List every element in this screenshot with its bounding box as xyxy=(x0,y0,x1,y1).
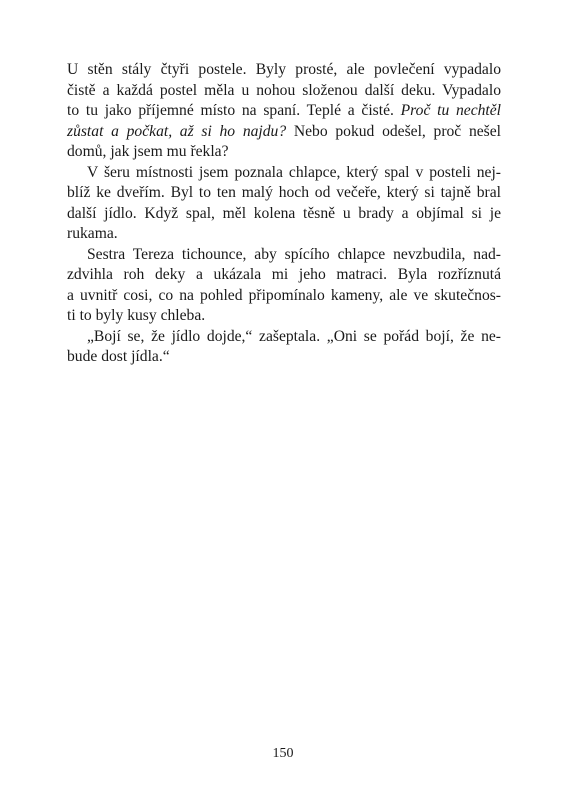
text-run: zdvihla roh deky a ukázala mi jeho matraci. Byla rozříznutá xyxy=(67,266,501,283)
text-line xyxy=(67,306,501,327)
text-line xyxy=(67,347,501,368)
text-line xyxy=(67,163,501,184)
text-line xyxy=(67,81,501,102)
text-run: V šeru místnosti jsem poznala chlapce, který spal v posteli nej- xyxy=(87,163,501,181)
text-line xyxy=(67,101,501,122)
paragraph xyxy=(67,245,501,327)
text-run: „Bojí se, že jídlo dojde,“ zašeptala. „Oni se pořád bojí, že ne- xyxy=(87,327,501,345)
text-run: Sestra Tereza tichounce, aby spícího chlapce nevzbudila, nad- xyxy=(87,245,501,263)
text-line xyxy=(67,204,501,225)
italic-text: Proč tu nechtěl xyxy=(400,102,502,119)
text-run: Nebo pokud odešel, proč nešel xyxy=(286,122,501,140)
text-line xyxy=(67,286,501,307)
paragraph xyxy=(67,60,501,163)
paragraph xyxy=(67,327,501,368)
text-run: další jídlo. Když spal, měl kolena těsně u brady a objímal si je xyxy=(67,204,501,222)
text-run: ti to byly kusy chleba. xyxy=(67,307,206,324)
text-line xyxy=(67,60,501,81)
text-run: to tu jako příjemné místo na spaní. Teplé a čisté. xyxy=(67,102,401,119)
text-run: U stěn stály čtyři postele. Byly prosté, ale povlečení vypadalo xyxy=(67,61,501,78)
text-run: domů, jak jsem mu řekla? xyxy=(67,143,229,160)
text-run: bude dost jídla.“ xyxy=(67,348,170,365)
italic-text: zůstat a počkat, až si ho najdu? xyxy=(67,122,287,140)
text-run: blíž ke dveřím. Byl to ten malý hoch od večeře, který si tajně bral xyxy=(67,184,501,201)
text-line xyxy=(67,245,501,266)
text-line xyxy=(67,183,501,204)
text-line xyxy=(67,224,501,245)
text-run: čistě a každá postel měla u nohou složenou další deku. Vypadalo xyxy=(67,81,501,99)
paragraph xyxy=(67,163,501,245)
text-line xyxy=(67,142,501,163)
body-text xyxy=(67,60,501,368)
text-line xyxy=(67,265,501,286)
text-run: a uvnitř cosi, co na pohled připomínalo kameny, ale ve skutečnos- xyxy=(67,286,501,304)
text-run: rukama. xyxy=(67,225,118,242)
text-line xyxy=(67,327,501,348)
page-number: 150 xyxy=(272,746,294,761)
text-line xyxy=(67,122,501,143)
